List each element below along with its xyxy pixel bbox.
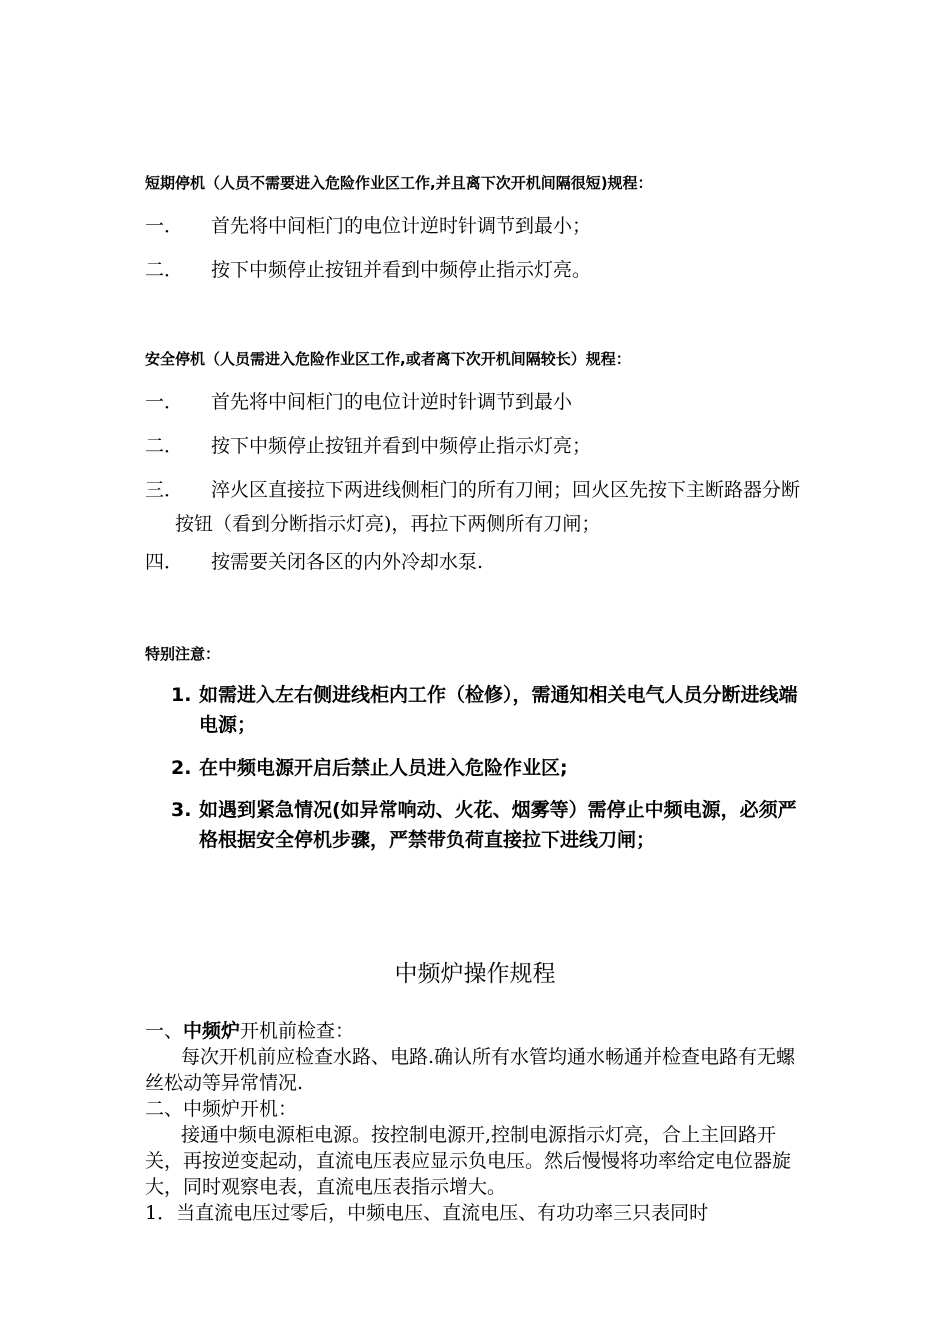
safe-stop-item-4 [145, 545, 810, 579]
note-text: 在中频电源开启后禁止人员进入危险作业区; [199, 757, 568, 779]
procedure-body [145, 1018, 805, 1226]
section-1-heading [145, 1018, 805, 1044]
note-item-1 [145, 680, 810, 740]
note-number: 2. [171, 757, 192, 779]
procedure-title: 中频炉操作规程 [394, 961, 556, 987]
note-number: 3. [171, 799, 192, 821]
section-2-heading: 二、中频炉开机： [145, 1098, 298, 1120]
notes-heading: 特别注意： [145, 645, 221, 663]
item-number: 三． [145, 479, 184, 501]
item-text: 首先将中间柜门的电位计逆时针调节到最小； [211, 215, 592, 237]
section-2-body: 接通中频电源柜电源。按控制电源开,控制电源指示灯亮，合上主回路开关，再按逆变起动，直流电压表应显示负电压。然后慢慢将功率给定电位器旋大，同时观察电表，直流电压表指示增大。 [145, 1124, 792, 1198]
short-stop-item-1 [145, 209, 810, 243]
item-number: 一． [145, 215, 184, 237]
note-item-3 [145, 795, 810, 855]
short-stop-item-2 [145, 253, 810, 287]
item-text: 按下中频停止按钮并看到中频停止指示灯亮； [211, 435, 592, 457]
item-text: 淬火区直接拉下两进线侧柜门的所有刀闸；回火区先按下主断路器分断按钮（看到分断指示灯亮)，再拉下两侧所有刀闸； [175, 479, 801, 535]
safe-stop-item-2 [145, 429, 810, 463]
safe-stop-item-1 [145, 385, 810, 419]
section-1-body: 每次开机前应检查水路、电路.确认所有水管均通水畅通并检查电路有无螺丝松动等异常情况. [145, 1046, 796, 1094]
note-text: 如遇到紧急情况(如异常响动、火花、烟雾等）需停止中频电源，必须严格根据安全停机步骤，严禁带负荷直接拉下进线刀闸； [199, 799, 797, 851]
note-number: 1. [171, 684, 192, 706]
item-text: 首先将中间柜门的电位计逆时针调节到最小 [211, 391, 573, 413]
note-item-2 [145, 753, 810, 783]
short-stop-heading: 短期停机（人员不需要进入危险作业区工作,并且离下次开机间隔很短)规程： [145, 174, 653, 192]
item-number: 一． [145, 391, 184, 413]
item-text: 按下中频停止按钮并看到中频停止指示灯亮。 [211, 259, 592, 281]
safe-stop-item-3 [145, 473, 810, 541]
note-text: 如需进入左右侧进线柜内工作（检修），需通知相关电气人员分断进线端电源； [199, 684, 798, 736]
section-1-rest: 开机前检查： [240, 1020, 355, 1042]
step-1: 1．当直流电压过零后，中频电压、直流电压、有功功率三只表同时 [145, 1202, 709, 1224]
section-1-bold: 中频炉 [183, 1020, 241, 1042]
item-text: 按需要关闭各区的内外冷却水泵. [211, 551, 484, 573]
item-number: 二． [145, 259, 184, 281]
item-number: 四． [145, 551, 184, 573]
safe-stop-heading: 安全停机（人员需进入危险作业区工作,或者离下次开机间隔较长）规程： [145, 350, 631, 368]
item-number: 二． [145, 435, 184, 457]
section-1-prefix: 一、 [145, 1020, 184, 1042]
